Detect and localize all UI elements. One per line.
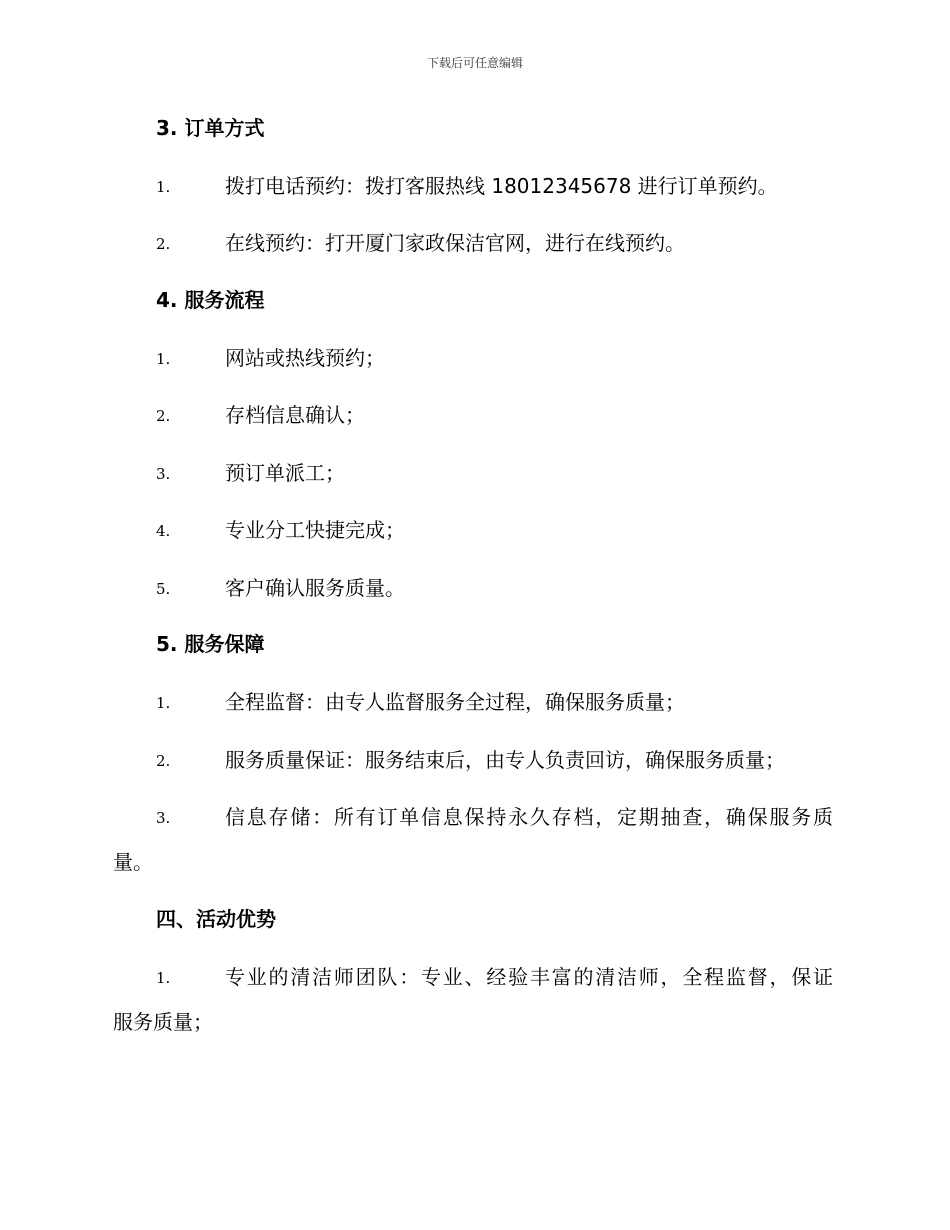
- list-number: 3.: [156, 465, 171, 483]
- list-number: 1.: [156, 969, 171, 987]
- list-item: [0, 573, 950, 603]
- list-text: 客户确认服务质量。: [225, 576, 405, 600]
- page-header: 下载后可任意编辑: [426, 56, 523, 70]
- list-text: 网站或热线预约；: [225, 346, 385, 370]
- list-item: [0, 228, 950, 258]
- list-item: [0, 400, 950, 430]
- list-item: [0, 171, 950, 201]
- list-text: 信息存储：所有订单信息保持永久存档，定期抽查，确保服务质: [225, 805, 833, 829]
- list-number: 4.: [156, 522, 171, 540]
- list-item: [0, 745, 950, 775]
- list-text: 拨打电话预约：拨打客服热线 18012345678 进行订单预约。: [225, 174, 778, 198]
- list-text: 存档信息确认；: [225, 403, 365, 427]
- list-number: 1.: [156, 694, 171, 712]
- list-item: [0, 458, 950, 488]
- list-text: 专业分工快捷完成；: [225, 518, 405, 542]
- list-text: 预订单派工；: [225, 461, 345, 485]
- list-text-continuation: 服务质量；: [113, 1010, 213, 1034]
- list-number: 2.: [156, 407, 171, 425]
- list-item: [0, 515, 950, 545]
- list-item: [0, 343, 950, 373]
- list-number: 5.: [156, 580, 171, 598]
- list-item: [0, 802, 950, 832]
- list-text: 服务质量保证：服务结束后，由专人负责回访，确保服务质量；: [225, 748, 785, 772]
- list-item: [0, 962, 950, 992]
- list-number: 3.: [156, 809, 171, 827]
- section-heading-order-method: 3. 订单方式: [156, 116, 265, 140]
- list-number: 1.: [156, 350, 171, 368]
- list-number: 1.: [156, 178, 171, 196]
- section-heading-service-guarantee: 5. 服务保障: [156, 632, 265, 656]
- list-text-continuation: 量。: [113, 850, 153, 874]
- section-heading-service-process: 4. 服务流程: [156, 288, 265, 312]
- list-text: 专业的清洁师团队：专业、经验丰富的清洁师，全程监督，保证: [225, 965, 833, 989]
- list-item: [0, 687, 950, 717]
- list-number: 2.: [156, 752, 171, 770]
- section-heading-activity-advantages: 四、活动优势: [156, 907, 276, 931]
- list-number: 2.: [156, 235, 171, 253]
- list-text: 全程监督：由专人监督服务全过程，确保服务质量；: [225, 690, 685, 714]
- list-text: 在线预约：打开厦门家政保洁官网，进行在线预约。: [225, 231, 685, 255]
